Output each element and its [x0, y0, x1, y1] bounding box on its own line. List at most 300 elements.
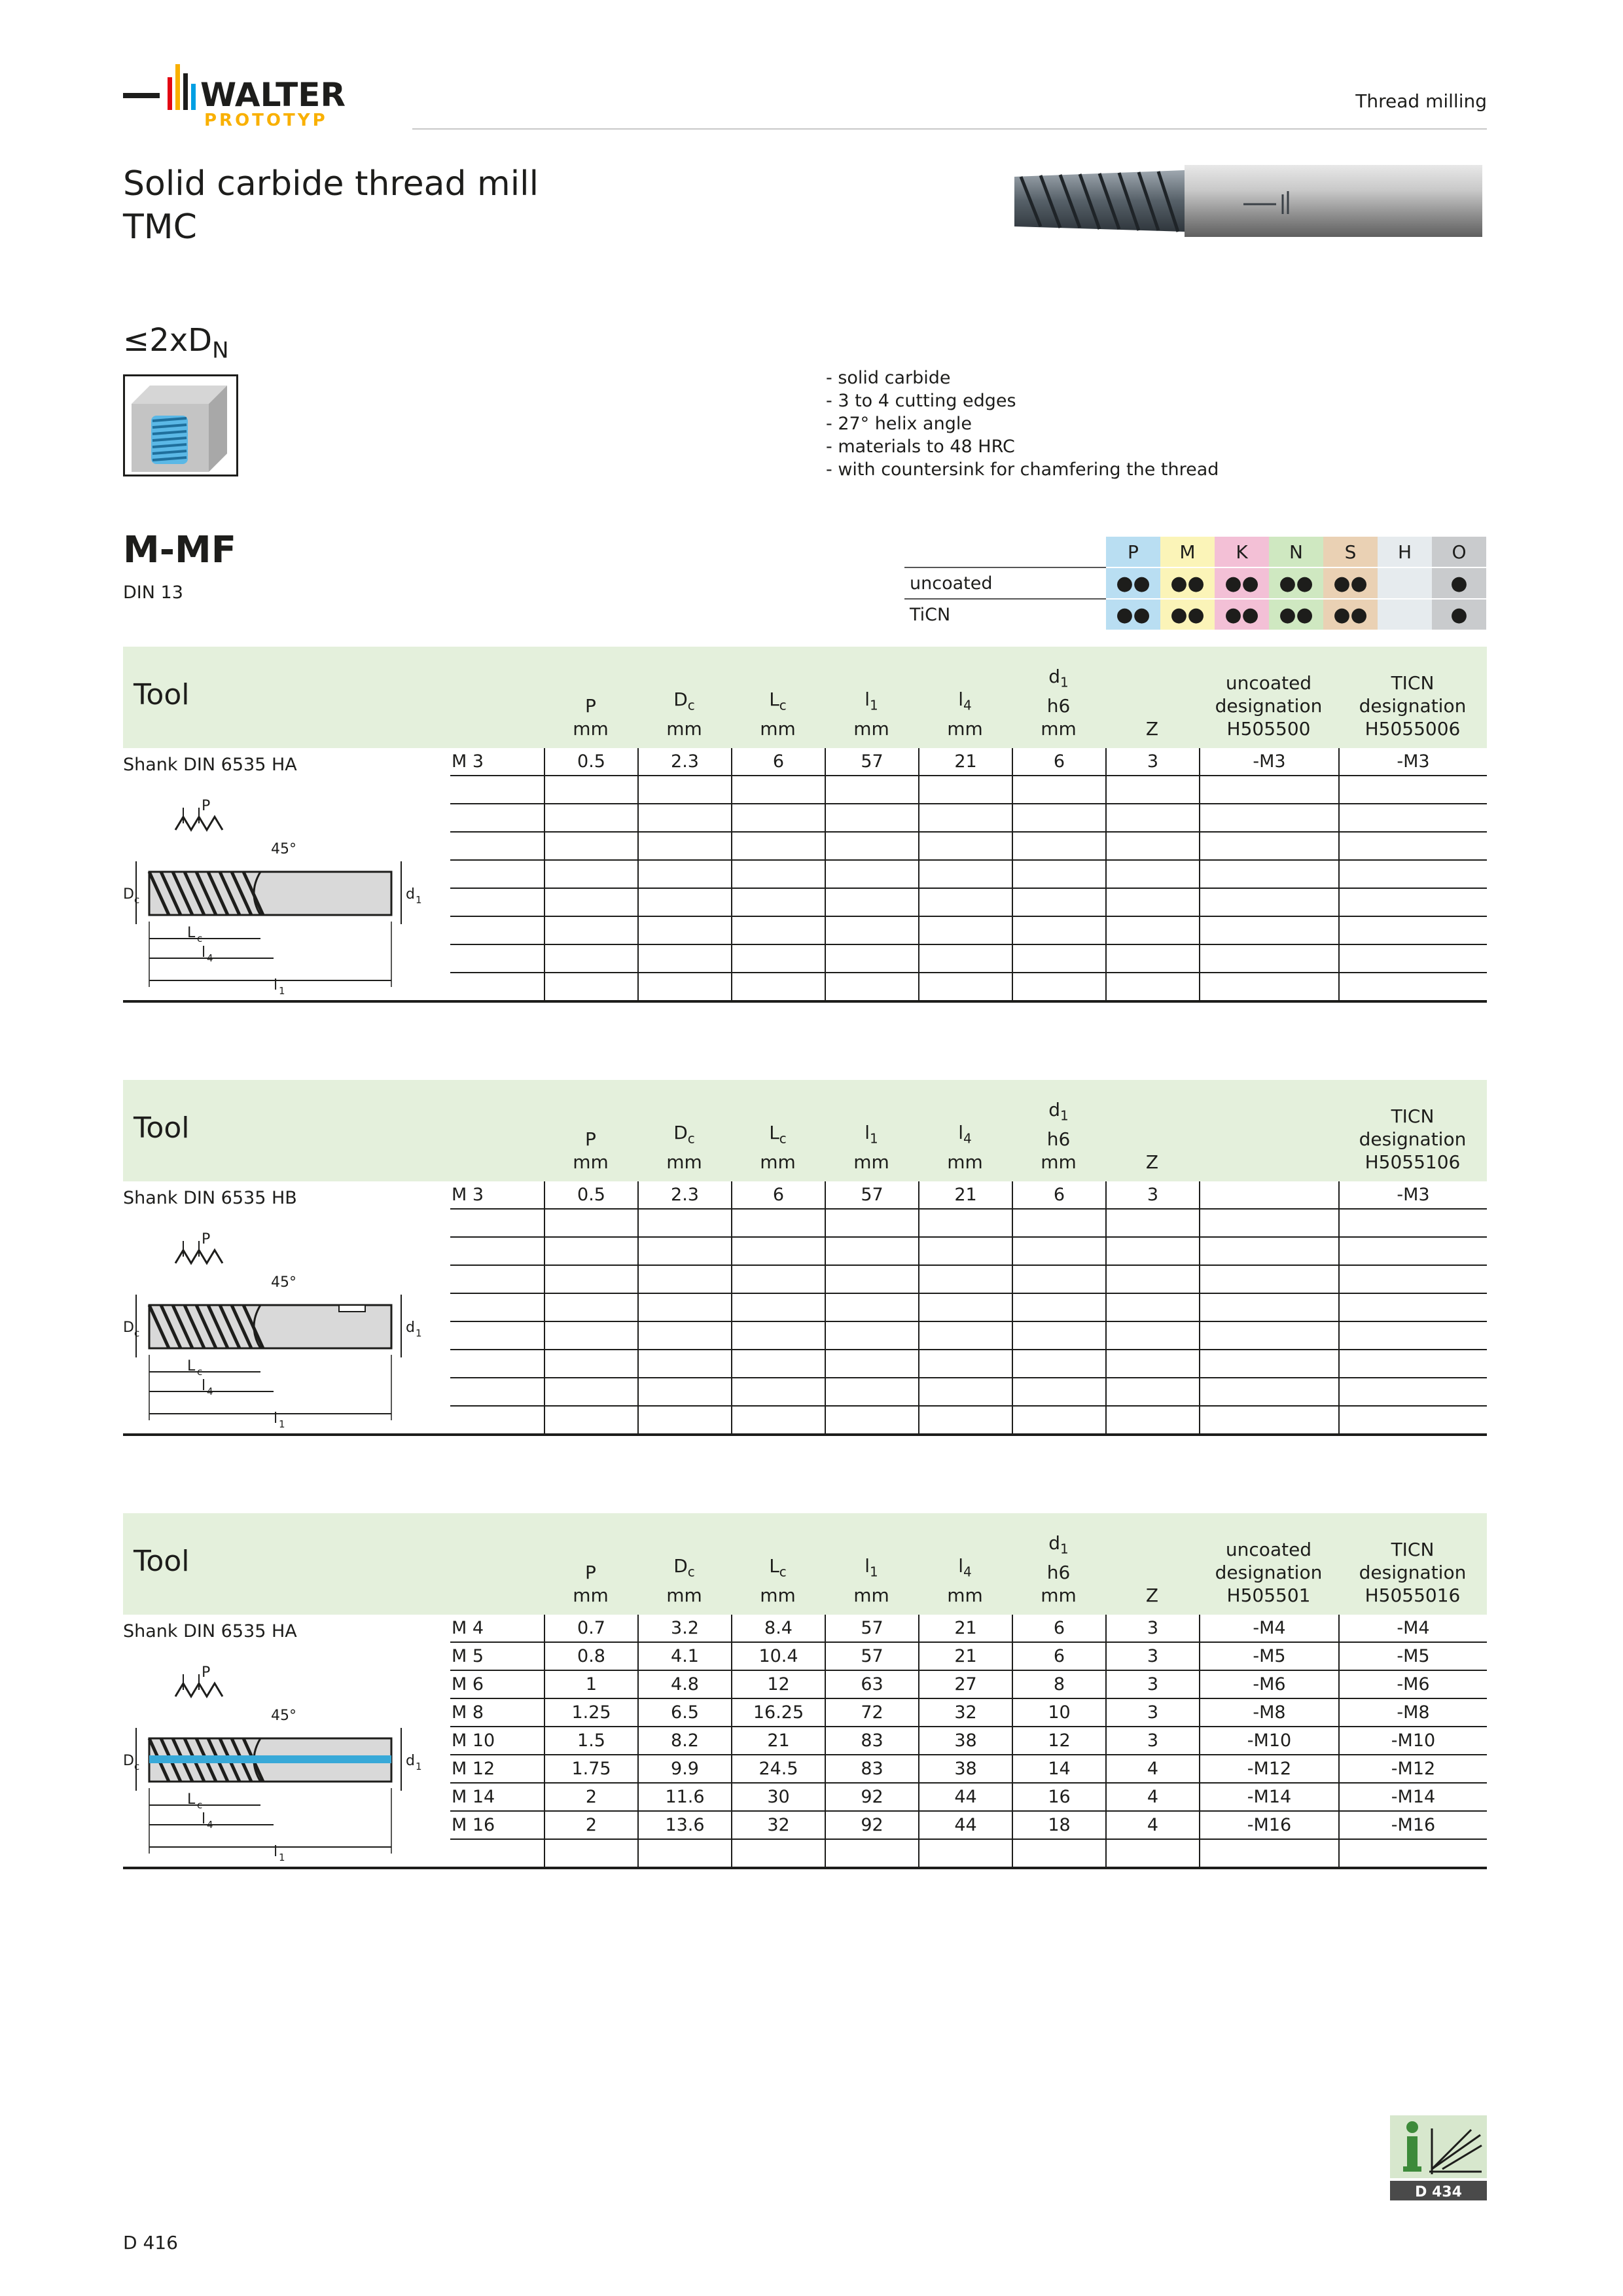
table-cell: 3	[1106, 748, 1200, 776]
table-cell: 6	[1012, 1642, 1106, 1670]
table-cell	[1106, 973, 1200, 1001]
table-cell: 92	[825, 1811, 919, 1839]
table-cell	[544, 1406, 638, 1435]
table-cell	[638, 888, 732, 916]
table-cell	[1106, 888, 1200, 916]
table-cell	[450, 1321, 544, 1350]
logo-sub-text: PROTOTYP	[204, 111, 328, 130]
table-cell	[544, 1839, 638, 1868]
table-cell	[544, 776, 638, 804]
table-cell: 44	[919, 1811, 1012, 1839]
suitability-cell: ●●	[1323, 567, 1378, 599]
table-cell	[1200, 1209, 1339, 1237]
svg-text:L: L	[187, 925, 196, 941]
page-title	[123, 162, 539, 249]
table-cell	[919, 860, 1012, 888]
svg-text:45°: 45°	[271, 1708, 296, 1724]
table-cell	[1200, 916, 1339, 944]
column-header-l1: $l_1$ mm	[853, 1122, 889, 1173]
column-header-ticn-designation: TICN designation H5055016	[1359, 1539, 1467, 1606]
table-cell: 63	[825, 1670, 919, 1698]
column-header-z: Z	[1145, 718, 1159, 740]
table-cell	[1012, 832, 1106, 860]
table-cell	[638, 1350, 732, 1378]
table-cell	[1339, 1321, 1487, 1350]
table-cell: -M10	[1339, 1727, 1487, 1755]
table-cell	[825, 944, 919, 973]
material-header: N	[1269, 537, 1323, 567]
table-cell	[1106, 1321, 1200, 1350]
table-cell: 44	[919, 1783, 1012, 1811]
table-cell	[1106, 804, 1200, 832]
table-cell: -M8	[1339, 1698, 1487, 1727]
table-cell: 57	[825, 748, 919, 776]
svg-text:45°: 45°	[271, 1274, 296, 1291]
table-cell	[450, 1406, 544, 1435]
table-cell: 1.25	[544, 1698, 638, 1727]
table-cell: 12	[1012, 1727, 1106, 1755]
table-row	[450, 973, 1487, 1001]
info-ref-text: D 434	[1415, 2184, 1462, 2200]
table-cell	[544, 832, 638, 860]
table-cell	[1012, 804, 1106, 832]
table-cell	[1339, 860, 1487, 888]
table-cell	[825, 1237, 919, 1265]
table-cell: -M12	[1339, 1755, 1487, 1783]
table-cell: 6.5	[638, 1698, 732, 1727]
table-cell: 9.9	[638, 1755, 732, 1783]
material-header: P	[1106, 537, 1160, 567]
table-cell: -M8	[1200, 1698, 1339, 1727]
table-cell: -M6	[1339, 1670, 1487, 1698]
table-cell: 11.6	[638, 1783, 732, 1811]
header-divider	[412, 128, 1487, 130]
table-cell	[919, 1237, 1012, 1265]
suitability-cell: ●●	[1106, 567, 1160, 599]
suitability-cell: ●●	[1215, 567, 1269, 599]
table-cell	[1200, 888, 1339, 916]
table-cell: 4.1	[638, 1642, 732, 1670]
table-cell	[732, 1839, 825, 1868]
table-cell	[919, 1378, 1012, 1406]
svg-text:L: L	[187, 1791, 196, 1808]
table-cell	[1012, 1265, 1106, 1293]
table-cell: 83	[825, 1755, 919, 1783]
thread-type: M-MF	[123, 529, 236, 571]
table-cell: 6	[732, 748, 825, 776]
material-header: S	[1323, 537, 1378, 567]
table-cell	[1339, 1378, 1487, 1406]
table-cell: 12	[732, 1670, 825, 1698]
table-row	[450, 1783, 1487, 1811]
table-cell	[1200, 860, 1339, 888]
svg-text:c: c	[134, 1761, 140, 1772]
suitability-cell: ●●	[1106, 599, 1160, 630]
column-header-l1: $l_1$ mm	[853, 1555, 889, 1606]
table-cell: -M6	[1200, 1670, 1339, 1698]
table-cell: 18	[1012, 1811, 1106, 1839]
table-cell	[638, 973, 732, 1001]
table-cell	[638, 916, 732, 944]
table-cell	[638, 1237, 732, 1265]
table-cell: 57	[825, 1642, 919, 1670]
table-cell	[825, 1209, 919, 1237]
svg-text:D: D	[123, 1319, 134, 1336]
table-bottom-rule	[123, 1867, 450, 1869]
table-cell: 6	[1012, 1615, 1106, 1642]
table-row	[450, 776, 1487, 804]
feature-item: - with countersink for chamfering the thread	[826, 459, 1219, 480]
table-cell	[638, 1406, 732, 1435]
svg-text:l: l	[202, 1378, 206, 1394]
table-cell	[732, 1209, 825, 1237]
table-cell	[544, 860, 638, 888]
table-cell: 2	[544, 1783, 638, 1811]
table-cell	[919, 973, 1012, 1001]
column-header-unc-designation: uncoated designation H505500	[1215, 672, 1323, 740]
table-cell	[825, 804, 919, 832]
table-row	[450, 1615, 1487, 1642]
table-cell: -M10	[1200, 1727, 1339, 1755]
table-cell: 0.5	[544, 1181, 638, 1209]
table-cell	[638, 944, 732, 973]
feature-item: - materials to 48 HRC	[826, 437, 1015, 457]
svg-text:1: 1	[279, 985, 285, 997]
table-row	[450, 1811, 1487, 1839]
table-row	[450, 832, 1487, 860]
table-cell	[1012, 1209, 1106, 1237]
table-cell: 6	[1012, 1181, 1106, 1209]
logo-brand-text: WALTER	[200, 76, 346, 114]
tool-data-grid	[450, 1181, 1487, 1436]
table-cell	[732, 776, 825, 804]
coating-label: TiCN	[904, 599, 1106, 630]
table-row	[450, 1378, 1487, 1406]
table-cell	[1106, 1237, 1200, 1265]
table-cell: -M4	[1200, 1615, 1339, 1642]
table-cell: 8.4	[732, 1615, 825, 1642]
column-header-l4: $l_4$ mm	[947, 689, 983, 740]
table-cell: 3	[1106, 1670, 1200, 1698]
table-cell: 3	[1106, 1642, 1200, 1670]
table-cell	[638, 1209, 732, 1237]
table-cell	[638, 1265, 732, 1293]
column-header-dc: $D_c$ mm	[666, 1122, 702, 1173]
table-cell	[732, 1237, 825, 1265]
table-cell	[1200, 776, 1339, 804]
svg-text:c: c	[197, 1366, 203, 1378]
shank-label: Shank DIN 6535 HB	[123, 1188, 297, 1208]
table-cell	[544, 944, 638, 973]
table-cell: 2.3	[638, 1181, 732, 1209]
table-cell	[919, 1321, 1012, 1350]
table-cell: -M14	[1200, 1783, 1339, 1811]
tool-table-header	[123, 1080, 1487, 1181]
table-cell	[1106, 1265, 1200, 1293]
table-row	[450, 1755, 1487, 1783]
table-cell	[1012, 1406, 1106, 1435]
table-cell	[450, 973, 544, 1001]
svg-text:P: P	[202, 798, 211, 814]
table-cell	[544, 916, 638, 944]
material-header: H	[1378, 537, 1432, 567]
tool-dimension-drawing	[123, 791, 437, 1000]
table-cell: 6	[1012, 748, 1106, 776]
tool-data-grid	[450, 1615, 1487, 1869]
table-cell: -M3	[1200, 748, 1339, 776]
table-cell	[919, 1839, 1012, 1868]
table-cell	[732, 860, 825, 888]
table-cell	[1106, 944, 1200, 973]
table-cell	[919, 1209, 1012, 1237]
table-row	[450, 1237, 1487, 1265]
table-cell: 4	[1106, 1811, 1200, 1839]
table-cell	[1200, 1350, 1339, 1378]
table-cell: 1.75	[544, 1755, 638, 1783]
table-cell: 24.5	[732, 1755, 825, 1783]
svg-text:c: c	[134, 1327, 140, 1339]
table-cell	[919, 1406, 1012, 1435]
table-row	[450, 1670, 1487, 1698]
table-cell	[825, 916, 919, 944]
table-cell	[1339, 776, 1487, 804]
table-cell: M 3	[450, 1181, 544, 1209]
table-cell	[638, 1839, 732, 1868]
table-cell	[1106, 916, 1200, 944]
table-cell	[1012, 860, 1106, 888]
table-cell: 38	[919, 1727, 1012, 1755]
table-cell	[1200, 1237, 1339, 1265]
table-cell	[638, 776, 732, 804]
table-cell: 1	[544, 1670, 638, 1698]
table-cell	[1339, 804, 1487, 832]
walter-logo	[123, 58, 404, 130]
shank-label: Shank DIN 6535 HA	[123, 755, 297, 775]
table-cell	[1200, 804, 1339, 832]
table-cell	[732, 1350, 825, 1378]
table-cell	[1012, 888, 1106, 916]
table-row	[450, 748, 1487, 776]
table-cell	[544, 973, 638, 1001]
table-cell	[825, 832, 919, 860]
tool-table-title: Tool	[134, 1111, 190, 1145]
svg-text:c: c	[197, 933, 203, 944]
table-cell: 21	[732, 1727, 825, 1755]
table-cell	[1012, 1321, 1106, 1350]
table-cell	[450, 1237, 544, 1265]
tool-data-grid	[450, 748, 1487, 1003]
table-cell: 10	[1012, 1698, 1106, 1727]
table-cell	[1200, 1293, 1339, 1321]
table-cell	[825, 776, 919, 804]
table-cell: 8	[1012, 1670, 1106, 1698]
table-cell: 4	[1106, 1755, 1200, 1783]
table-row	[450, 1839, 1487, 1868]
table-cell	[450, 1209, 544, 1237]
table-cell	[450, 916, 544, 944]
suitability-cell: ●●	[1160, 599, 1215, 630]
table-cell	[450, 1265, 544, 1293]
table-cell: 3	[1106, 1181, 1200, 1209]
column-header-unc-designation	[1199, 1080, 1338, 1181]
svg-text:1: 1	[416, 894, 422, 906]
table-cell: 57	[825, 1181, 919, 1209]
table-cell: M 5	[450, 1642, 544, 1670]
tool-table-header	[123, 1513, 1487, 1615]
coating-label: uncoated	[904, 567, 1106, 599]
table-cell	[825, 1350, 919, 1378]
table-cell	[919, 1265, 1012, 1293]
suitability-cell: ●●	[1269, 567, 1323, 599]
table-cell	[732, 1378, 825, 1406]
table-cell	[1339, 888, 1487, 916]
section-label: Thread milling	[1355, 90, 1487, 112]
table-cell	[1012, 944, 1106, 973]
svg-text:D: D	[123, 1753, 134, 1769]
table-cell: 57	[825, 1615, 919, 1642]
table-cell	[1012, 916, 1106, 944]
suitability-cell	[1378, 567, 1432, 599]
table-row	[450, 1642, 1487, 1670]
table-cell	[732, 916, 825, 944]
table-cell: -M3	[1339, 1181, 1487, 1209]
table-row	[450, 888, 1487, 916]
table-cell	[825, 1293, 919, 1321]
suitability-cell: ●●	[1160, 567, 1215, 599]
table-cell: 21	[919, 748, 1012, 776]
svg-text:l: l	[274, 1410, 278, 1427]
table-cell: 2.3	[638, 748, 732, 776]
table-cell: 83	[825, 1727, 919, 1755]
svg-text:c: c	[197, 1799, 203, 1811]
table-cell	[732, 973, 825, 1001]
table-cell: 21	[919, 1615, 1012, 1642]
column-header-lc: $L_c$ mm	[760, 1122, 796, 1173]
table-cell	[1339, 916, 1487, 944]
table-cell	[450, 860, 544, 888]
table-cell	[919, 804, 1012, 832]
table-cell	[1339, 944, 1487, 973]
table-cell: -M4	[1339, 1615, 1487, 1642]
column-header-lc: $L_c$ mm	[760, 689, 796, 740]
table-row	[450, 1265, 1487, 1293]
table-cell	[825, 1321, 919, 1350]
svg-text:4: 4	[207, 1819, 213, 1831]
column-header-dc: $D_c$ mm	[666, 689, 702, 740]
svg-text:l: l	[274, 977, 278, 994]
table-cell: 14	[1012, 1755, 1106, 1783]
table-cell: 3	[1106, 1727, 1200, 1755]
table-cell: 3	[1106, 1698, 1200, 1727]
thread-mill-photo	[1014, 158, 1486, 243]
table-cell: 16	[1012, 1783, 1106, 1811]
table-cell	[1106, 1350, 1200, 1378]
table-row	[450, 804, 1487, 832]
svg-text:l: l	[274, 1844, 278, 1860]
table-cell	[450, 776, 544, 804]
table-cell: 1.5	[544, 1727, 638, 1755]
table-row	[450, 1727, 1487, 1755]
page-number: D 416	[123, 2232, 178, 2253]
table-cell	[825, 1378, 919, 1406]
table-cell: 3.2	[638, 1615, 732, 1642]
table-row	[450, 860, 1487, 888]
table-cell	[732, 1293, 825, 1321]
feature-item: - solid carbide	[826, 368, 951, 388]
table-cell	[732, 832, 825, 860]
table-cell	[919, 776, 1012, 804]
table-cell: 0.8	[544, 1642, 638, 1670]
svg-text:d: d	[406, 1319, 415, 1336]
table-cell: 92	[825, 1783, 919, 1811]
table-cell	[1012, 1839, 1106, 1868]
feature-item: - 27° helix angle	[826, 414, 972, 434]
table-bottom-rule	[123, 1000, 450, 1003]
table-cell	[1200, 1321, 1339, 1350]
table-cell: M 3	[450, 748, 544, 776]
table-cell	[638, 832, 732, 860]
table-cell	[638, 804, 732, 832]
table-cell: M 8	[450, 1698, 544, 1727]
suitability-cell: ●●	[1323, 599, 1378, 630]
table-cell: 4	[1106, 1783, 1200, 1811]
table-cell	[732, 1406, 825, 1435]
table-cell: -M3	[1339, 748, 1487, 776]
suitability-cell: ●●	[1215, 599, 1269, 630]
table-cell	[919, 888, 1012, 916]
table-cell	[1339, 1406, 1487, 1435]
material-header: K	[1215, 537, 1269, 567]
table-cell	[1012, 1237, 1106, 1265]
table-row	[450, 1406, 1487, 1435]
table-cell	[544, 888, 638, 916]
svg-text:D: D	[123, 886, 134, 903]
table-cell	[1106, 1293, 1200, 1321]
table-cell	[1200, 973, 1339, 1001]
tool-table-header	[123, 647, 1487, 748]
table-cell	[450, 1350, 544, 1378]
table-cell: -M14	[1339, 1783, 1487, 1811]
table-row	[450, 1181, 1487, 1209]
table-cell	[1339, 1265, 1487, 1293]
table-cell: 38	[919, 1755, 1012, 1783]
table-cell	[638, 1378, 732, 1406]
svg-text:45°: 45°	[271, 841, 296, 857]
table-cell: -M16	[1200, 1811, 1339, 1839]
info-reference-icon	[1390, 2115, 1487, 2200]
table-row	[450, 916, 1487, 944]
table-cell: 72	[825, 1698, 919, 1727]
suitability-cell	[1378, 599, 1432, 630]
column-header-p: P mm	[573, 1562, 609, 1606]
table-cell: 32	[919, 1698, 1012, 1727]
suitability-cell: ●	[1432, 567, 1486, 599]
table-cell	[544, 1350, 638, 1378]
table-cell: 3	[1106, 1615, 1200, 1642]
table-cell	[919, 916, 1012, 944]
column-header-l4: $l_4$ mm	[947, 1122, 983, 1173]
tool-dimension-drawing	[123, 1657, 437, 1867]
column-header-d1: $d_1$ h6 mm	[1041, 1099, 1077, 1173]
table-cell	[638, 860, 732, 888]
column-header-z: Z	[1145, 1151, 1159, 1173]
standard: DIN 13	[123, 583, 183, 603]
table-cell	[919, 944, 1012, 973]
table-cell	[1106, 860, 1200, 888]
column-header-ticn-designation: TICN designation H5055106	[1359, 1105, 1467, 1173]
svg-text:1: 1	[416, 1327, 422, 1339]
table-cell	[544, 1293, 638, 1321]
